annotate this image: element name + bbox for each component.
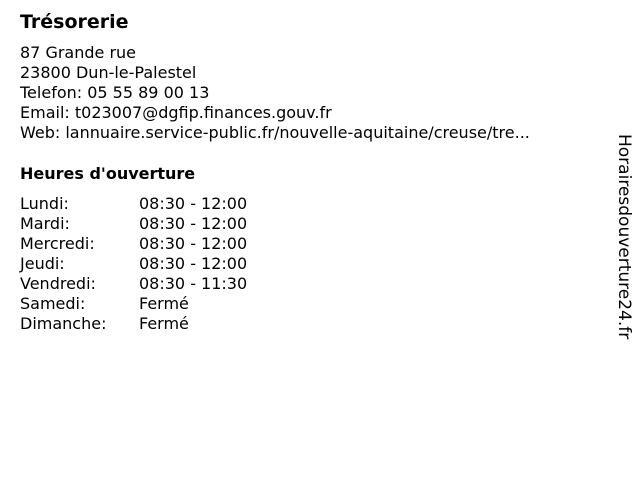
time-value: 08:30 - 12:00 [139,214,248,233]
day-label: Jeudi: [20,254,65,273]
website-link: Web: lannuaire.service-public.fr/nouvelle-aquitaine/creuse/tre... [20,123,530,142]
time-value: Fermé [139,314,189,333]
city-address: 23800 Dun-le-Palestel [20,63,197,82]
hours-heading: Heures d'ouverture [20,164,196,183]
day-label: Dimanche: [20,314,107,333]
time-value: Fermé [139,294,189,313]
address-block [20,43,530,143]
site-watermark: Horairesdouverture24.fr [614,134,634,340]
street-address: 87 Grande rue [20,43,137,62]
phone-number: Telefon: 05 55 89 00 13 [20,83,210,102]
day-label: Vendredi: [20,274,96,293]
time-value: 08:30 - 12:00 [139,194,248,213]
time-value: 08:30 - 12:00 [139,254,248,273]
day-label: Mercredi: [20,234,95,253]
day-label: Lundi: [20,194,69,213]
time-value: 08:30 - 12:00 [139,234,248,253]
day-label: Mardi: [20,214,70,233]
page-title: Trésorerie [20,11,129,33]
day-label: Samedi: [20,294,86,313]
time-value: 08:30 - 11:30 [139,274,248,293]
email-address: Email: t023007@dgfip.finances.gouv.fr [20,103,332,122]
